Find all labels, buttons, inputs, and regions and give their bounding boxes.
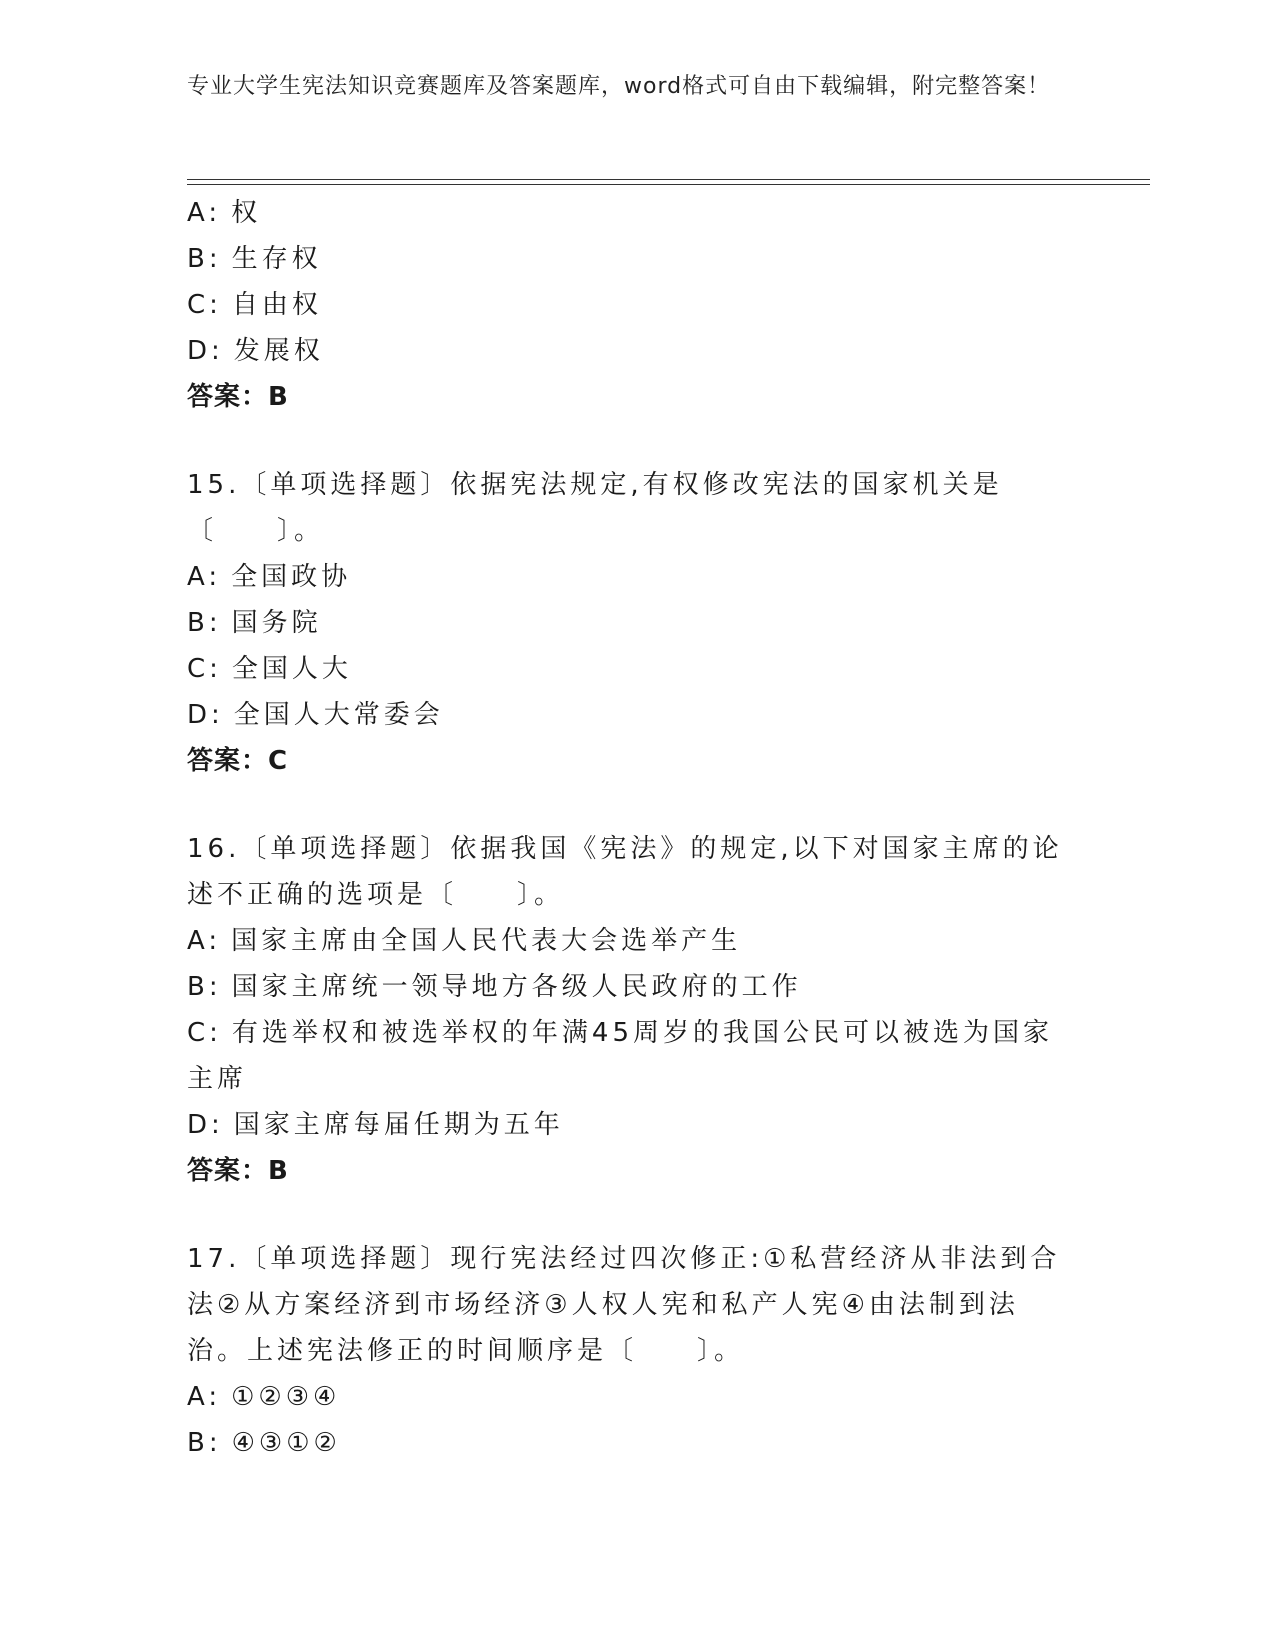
question-stem: 15.〔单项选择题〕依据宪法规定,有权修改宪法的国家机关是〔 〕。 xyxy=(187,470,1003,546)
question-stem: 16.〔单项选择题〕依据我国《宪法》的规定,以下对国家主席的论述不正确的选项是〔 〕。 xyxy=(187,834,1063,910)
header-divider-bottom xyxy=(187,184,1150,185)
option-b: B: ④③①② xyxy=(187,1428,341,1458)
question-17 xyxy=(187,1236,1067,1466)
question-content xyxy=(187,190,1067,1466)
answer: 答案：C xyxy=(187,746,289,776)
question-16 xyxy=(187,826,1067,1194)
question-15 xyxy=(187,462,1067,784)
option-c: C: 有选举权和被选举权的年满45周岁的我国公民可以被选为国家主席 xyxy=(187,1018,1054,1094)
answer: 答案：B xyxy=(187,1156,289,1186)
option-d: D: 全国人大常委会 xyxy=(187,700,444,730)
option-d: D: 发展权 xyxy=(187,336,324,366)
option-a: A: 全国政协 xyxy=(187,562,352,592)
document-header: 专业大学生宪法知识竞赛题库及答案题库，word格式可自由下载编辑，附完整答案！ xyxy=(187,74,1051,99)
option-d: D: 国家主席每届任期为五年 xyxy=(187,1110,564,1140)
option-c: C: 自由权 xyxy=(187,290,322,320)
option-b: B: 生存权 xyxy=(187,244,322,274)
option-a: A: 国家主席由全国人民代表大会选举产生 xyxy=(187,926,742,956)
header-divider-top xyxy=(187,179,1150,180)
option-a: A: ①②③④ xyxy=(187,1382,341,1412)
option-a: A: 权 xyxy=(187,198,262,228)
option-c: C: 全国人大 xyxy=(187,654,352,684)
option-b: B: 国务院 xyxy=(187,608,322,638)
question-stem: 17.〔单项选择题〕现行宪法经过四次修正:①私营经济从非法到合法②从方案经济到市场经济③人权人宪和私产人宪④由法制到法治。上述宪法修正的时间顺序是〔 〕。 xyxy=(187,1244,1061,1366)
answer: 答案：B xyxy=(187,382,289,412)
option-b: B: 国家主席统一领导地方各级人民政府的工作 xyxy=(187,972,802,1002)
question-14 xyxy=(187,190,1067,420)
